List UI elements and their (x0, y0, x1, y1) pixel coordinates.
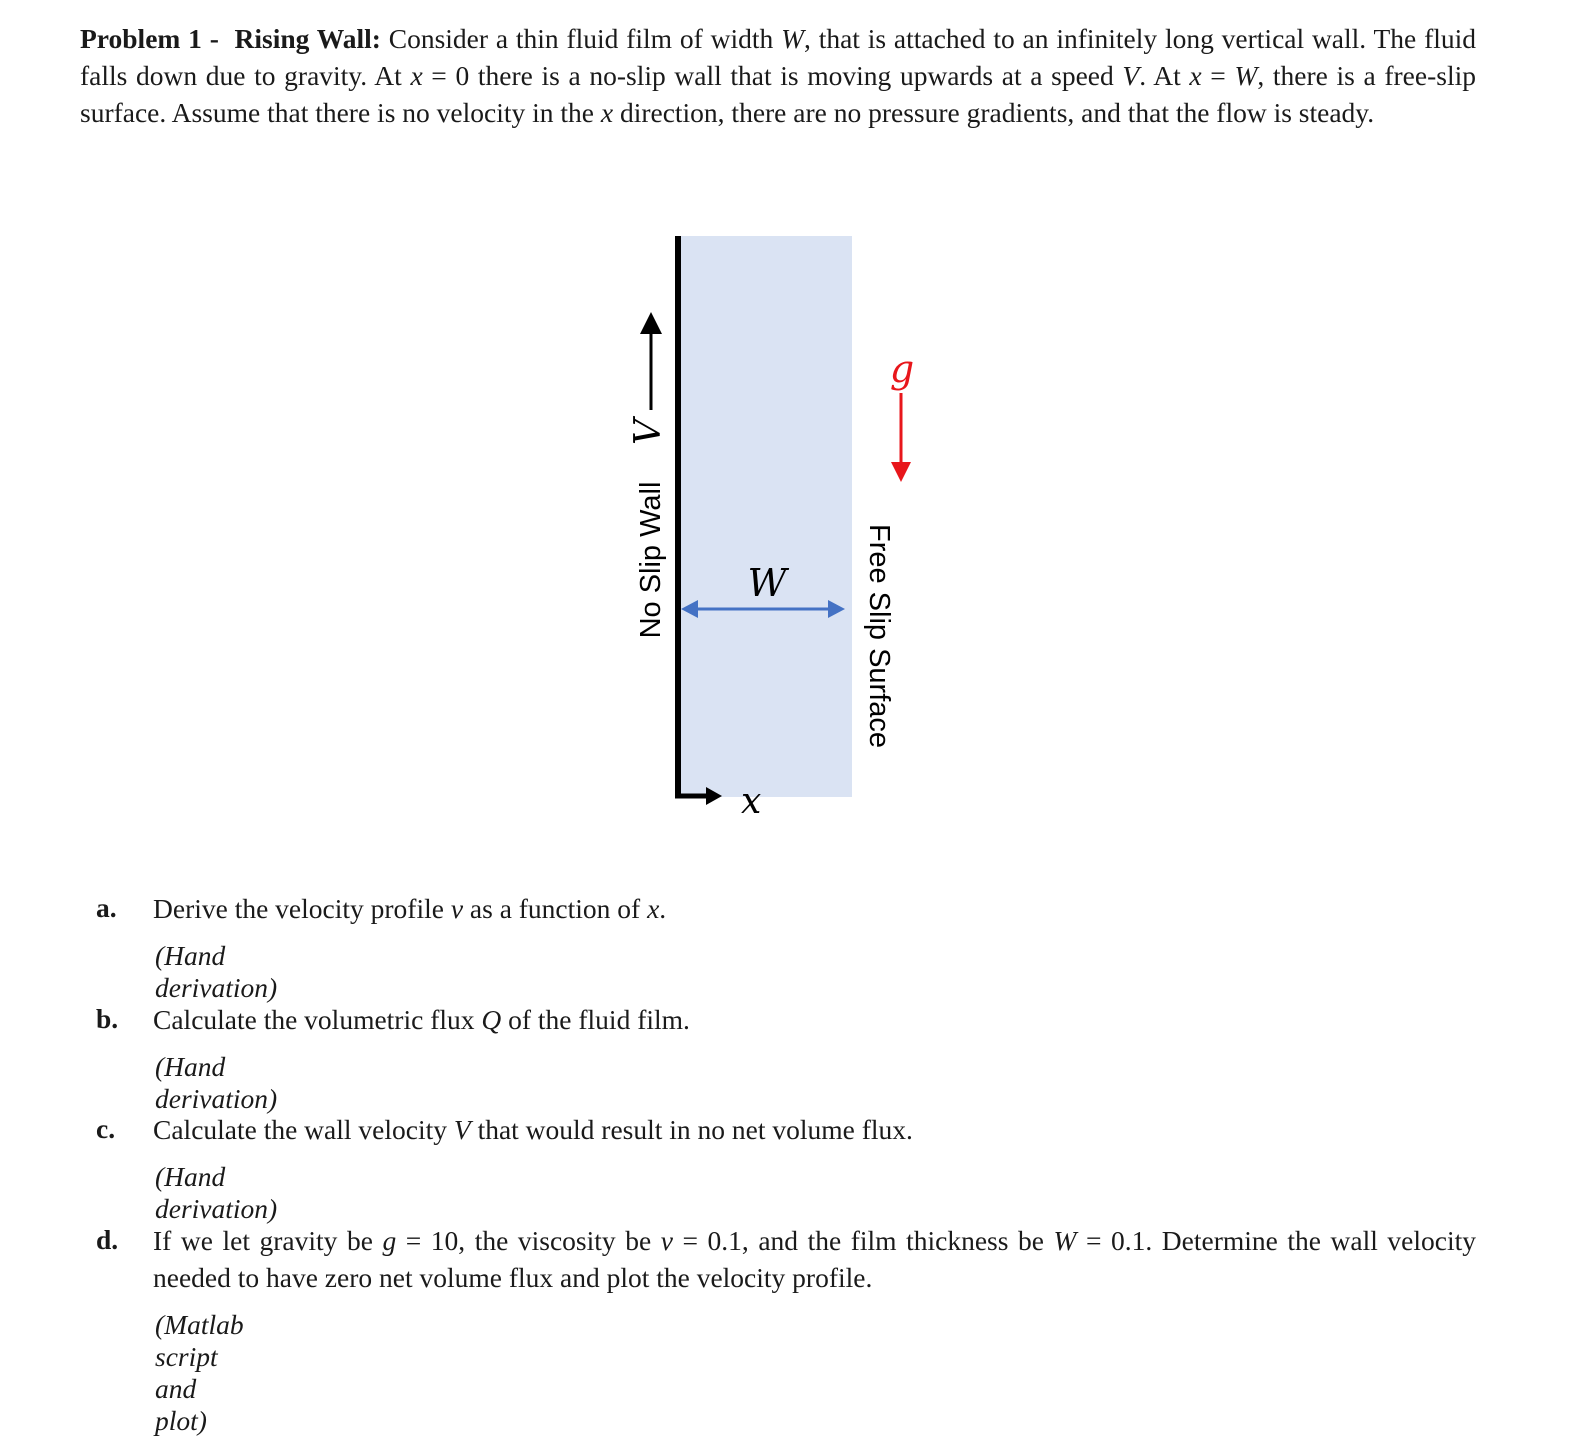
item-b-text (153, 1001, 1476, 1038)
item-text: Calculate the wall velocity (153, 1114, 454, 1145)
item-d-label: d. (96, 1224, 119, 1255)
math-W: W (1053, 1225, 1077, 1256)
width-label: W (747, 561, 787, 605)
math-V: V (1122, 60, 1140, 91)
velocity-arrowhead (640, 312, 662, 334)
math-g: g (382, 1225, 397, 1256)
item-text: Derive the velocity profile (153, 893, 451, 924)
intro-text: direction, there are no pressure gradients, and that the flow is steady. (613, 97, 1375, 128)
velocity-label: V (628, 419, 669, 445)
surface-label: Free Slip Surface (863, 523, 895, 749)
item-text: = 0.1. Determine the wall velocity needed to have zero net volume flux and plot the velocity profile. (153, 1225, 1477, 1293)
item-a-label: a. (96, 892, 117, 923)
item-c-label: c. (96, 1113, 116, 1144)
math-Q: Q (481, 1004, 502, 1035)
item-c-text (153, 1111, 1476, 1148)
intro-text: . At (1139, 60, 1190, 91)
item-text: as a function of (463, 893, 648, 924)
no-slip-wall (675, 236, 681, 797)
math-v: v (450, 893, 464, 924)
math-x: x (600, 97, 614, 128)
math-x: x (410, 60, 423, 91)
math-x: x (647, 893, 660, 924)
math-x: x (1189, 60, 1202, 91)
problem-title: Rising Wall: (234, 23, 381, 54)
item-text: = 10, the viscosity be (396, 1225, 661, 1256)
item-text: = 0.1, and the film thickness be (672, 1225, 1054, 1256)
intro-text: = (1201, 60, 1235, 91)
item-text: of the fluid film. (501, 1004, 690, 1035)
item-d-text (153, 1222, 1476, 1296)
gravity-arrowhead (891, 462, 911, 482)
intro-text: = 0 there is a no-slip wall that is moving upwards at a speed (422, 60, 1123, 91)
math-nu: ν (660, 1225, 673, 1256)
item-text: If we let gravity be (153, 1225, 383, 1256)
intro-text: , that is attached to an infinitely long vertical wall. The fluid falls down due to gravity. At (80, 23, 1477, 91)
item-text: that would result in no net volume flux. (470, 1114, 913, 1145)
intro-text: Consider a thin fluid film of width (380, 23, 782, 54)
x-axis-label: x (741, 781, 762, 822)
item-text: Calculate the volumetric flux (153, 1004, 482, 1035)
fluid-film (678, 236, 852, 797)
problem-number: Problem 1 - (80, 23, 219, 54)
math-V: V (453, 1114, 471, 1145)
intro-text: , there is a free-slip surface. Assume that there is no velocity in the (80, 60, 1476, 128)
rising-wall-diagram (620, 230, 920, 830)
item-d-note: (Matlab script and plot) (155, 1309, 244, 1436)
wall-label: No Slip Wall (635, 481, 667, 639)
problem-statement (80, 20, 1476, 131)
math-W: W (1234, 60, 1258, 91)
item-a-text (153, 890, 1476, 927)
math-W: W (781, 23, 804, 54)
item-a-note: (Hand derivation) (155, 940, 278, 1003)
gravity-label: g (889, 347, 915, 391)
item-b-label: b. (96, 1003, 119, 1034)
item-c-note: (Hand derivation) (155, 1161, 278, 1224)
item-b-note: (Hand derivation) (155, 1051, 278, 1114)
item-text: . (659, 893, 667, 924)
